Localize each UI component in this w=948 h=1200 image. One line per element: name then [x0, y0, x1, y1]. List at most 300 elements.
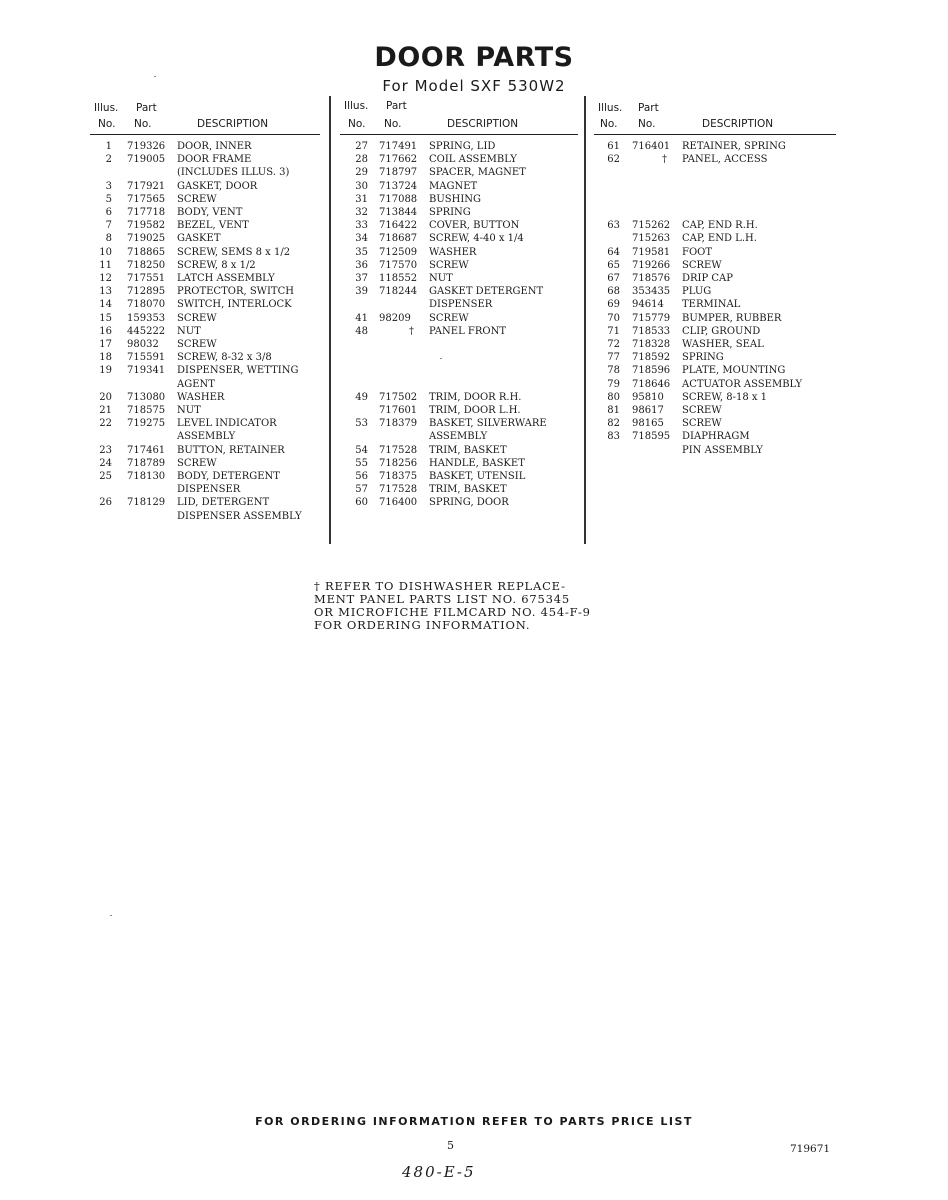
handwritten-notation: 480-E-5 — [402, 1163, 476, 1181]
illus-number: 13 — [99, 286, 112, 298]
part-description: MAGNET — [429, 180, 478, 192]
part-number: † — [662, 154, 667, 166]
parts-row — [90, 445, 320, 457]
parts-row — [594, 233, 836, 245]
part-description: NUT — [177, 405, 201, 416]
part-number: 712895 — [127, 286, 166, 298]
parts-row — [340, 181, 578, 193]
part-description: COIL ASSEMBLY — [429, 154, 517, 166]
illus-number: 20 — [99, 391, 112, 403]
illus-number: 70 — [607, 312, 620, 324]
part-header-line1: Part — [136, 102, 157, 114]
parts-row — [594, 207, 836, 219]
part-description: BODY, DETERGENT — [177, 471, 280, 482]
scan-speck — [154, 76, 156, 77]
part-number: 713080 — [127, 391, 166, 403]
illus-number: 49 — [355, 391, 368, 403]
part-description: BUSHING — [429, 193, 482, 205]
parts-row — [90, 233, 320, 245]
part-number: 94614 — [632, 299, 664, 311]
part-number: 717601 — [379, 405, 418, 416]
part-description: BUMPER, RUBBER — [682, 312, 782, 324]
illus-number: 60 — [355, 497, 368, 509]
part-number: 718865 — [127, 246, 166, 258]
part-description: PANEL FRONT — [429, 325, 506, 337]
parts-column-2 — [340, 98, 578, 509]
illus-number: 2 — [105, 154, 112, 166]
parts-row — [340, 497, 578, 509]
scan-speck — [440, 358, 442, 359]
part-number: 718244 — [379, 286, 418, 298]
parts-row — [594, 154, 836, 166]
illus-number: 19 — [99, 365, 112, 377]
part-number: 718797 — [379, 167, 418, 179]
parts-row — [340, 273, 578, 285]
part-description: SPRING, LID — [429, 141, 496, 152]
part-description: SCREW — [682, 405, 722, 416]
part-number: 717528 — [379, 484, 418, 496]
parts-column-3 — [594, 98, 836, 456]
part-number: 719005 — [127, 154, 166, 166]
parts-row — [90, 194, 320, 206]
part-description: GASKET, DOOR — [177, 180, 258, 192]
illus-number: 3 — [105, 180, 112, 192]
part-number: 718576 — [632, 273, 671, 284]
part-description: SCREW, 4-40 x 1/4 — [429, 233, 524, 245]
part-description: ASSEMBLY — [429, 431, 488, 443]
part-description: BASKET, UTENSIL — [429, 471, 526, 482]
parts-row — [340, 379, 578, 391]
part-description: PIN ASSEMBLY — [682, 444, 763, 456]
parts-row — [340, 154, 578, 166]
illus-number: 57 — [355, 484, 368, 496]
part-description: BASKET, SILVERWARE — [429, 418, 547, 430]
part-description: SCREW, SEMS 8 x 1/2 — [177, 246, 291, 258]
part-number: 717502 — [379, 391, 418, 403]
parts-row — [90, 286, 320, 298]
parts-row — [90, 418, 320, 430]
illus-number: 81 — [607, 405, 620, 416]
column-header — [340, 98, 578, 135]
parts-row — [90, 247, 320, 259]
part-number: 718070 — [127, 299, 166, 311]
part-number: 719025 — [127, 233, 166, 245]
part-number: 718256 — [379, 457, 418, 469]
part-number: 713724 — [379, 180, 418, 192]
parts-row — [340, 207, 578, 219]
scan-speck — [110, 915, 112, 916]
illus-number: 8 — [105, 233, 112, 245]
part-number: 98209 — [379, 312, 411, 324]
part-number: 716422 — [379, 220, 418, 232]
illus-number: 63 — [607, 220, 620, 232]
parts-row — [90, 299, 320, 311]
part-description: DISPENSER — [429, 299, 493, 311]
illus-number: 65 — [607, 259, 620, 271]
illus-number: 55 — [355, 457, 368, 469]
parts-row — [594, 194, 836, 206]
illus-number: 32 — [355, 207, 368, 218]
part-description: TRIM, DOOR L.H. — [429, 405, 521, 416]
part-number: 718250 — [127, 259, 166, 271]
part-header-line2: No. — [638, 118, 656, 130]
parts-row — [594, 260, 836, 272]
parts-row — [90, 339, 320, 351]
parts-row — [90, 313, 320, 325]
illus-number: 41 — [355, 312, 368, 324]
footer-ordering-info: FOR ORDERING INFORMATION REFER TO PARTS PRICE LIST — [255, 1115, 693, 1128]
illus-number: 1 — [105, 141, 112, 152]
part-header-line1: Part — [386, 100, 407, 112]
parts-row — [90, 392, 320, 404]
part-description: GASKET DETERGENT — [429, 286, 544, 298]
illus-number: 36 — [355, 259, 368, 271]
illus-number: 23 — [99, 444, 112, 456]
illus-number: 10 — [99, 246, 112, 258]
illus-header-line2: No. — [600, 118, 618, 130]
parts-row — [90, 431, 320, 443]
part-description: SCREW — [177, 457, 217, 469]
description-header: DESCRIPTION — [702, 118, 774, 130]
part-description: NUT — [177, 325, 201, 337]
parts-row — [594, 181, 836, 193]
illus-number: 22 — [99, 418, 112, 430]
part-number: 718129 — [127, 497, 166, 509]
part-description: LID, DETERGENT — [177, 497, 270, 509]
illus-number: 27 — [355, 141, 368, 152]
part-header-line2: No. — [384, 118, 402, 130]
part-description: TRIM, BASKET — [429, 484, 507, 496]
parts-row — [90, 484, 320, 496]
illus-number: 5 — [105, 193, 112, 205]
part-number: 717088 — [379, 193, 418, 205]
illus-number: 61 — [607, 141, 620, 152]
part-number: 717565 — [127, 193, 166, 205]
parts-row — [90, 471, 320, 483]
parts-row — [340, 220, 578, 232]
illus-number: 69 — [607, 299, 620, 311]
page-title: DOOR PARTS — [374, 42, 574, 73]
illus-number: 16 — [99, 325, 112, 337]
illus-number: 56 — [355, 471, 368, 482]
part-number: 718575 — [127, 405, 166, 416]
part-number: 717461 — [127, 444, 166, 456]
parts-row — [594, 431, 836, 443]
parts-row — [594, 392, 836, 404]
parts-row — [594, 405, 836, 417]
parts-row — [594, 352, 836, 364]
illus-number: 35 — [355, 246, 368, 258]
parts-row — [594, 141, 836, 153]
parts-row — [340, 339, 578, 351]
parts-row — [90, 207, 320, 219]
part-description: DISPENSER — [177, 484, 241, 496]
parts-row — [594, 273, 836, 285]
parts-row — [594, 365, 836, 377]
parts-row — [340, 418, 578, 430]
illus-number: 34 — [355, 233, 368, 245]
illus-number: 71 — [607, 325, 620, 337]
illus-header-line1: Illus. — [344, 100, 369, 112]
part-number: 717718 — [127, 207, 166, 218]
part-description: BEZEL, VENT — [177, 220, 249, 232]
illus-number: 82 — [607, 418, 620, 430]
part-description: NUT — [429, 273, 453, 284]
part-description: CAP, END R.H. — [682, 220, 758, 232]
illus-number: 7 — [105, 220, 112, 232]
part-number: 717528 — [379, 444, 418, 456]
note-line: FOR ORDERING INFORMATION. — [314, 618, 531, 632]
part-number: 717662 — [379, 154, 418, 166]
parts-row — [90, 273, 320, 285]
parts-row — [594, 326, 836, 338]
illus-number: 11 — [99, 259, 112, 271]
part-description: TERMINAL — [682, 299, 741, 311]
part-description: ASSEMBLY — [177, 431, 236, 443]
note-line: OR MICROFICHE FILMCARD NO. 454-F-9 — [314, 605, 591, 619]
part-description: RETAINER, SPRING — [682, 141, 786, 152]
part-description: DRIP CAP — [682, 273, 734, 284]
parts-row — [340, 167, 578, 179]
illus-number: 72 — [607, 339, 620, 350]
illus-number: 25 — [99, 471, 112, 482]
parts-row — [340, 313, 578, 325]
parts-row — [594, 445, 836, 457]
part-description: SCREW — [177, 312, 217, 324]
part-description: SCREW — [682, 259, 722, 271]
part-number: 98032 — [127, 339, 159, 350]
part-description: WASHER, SEAL — [682, 339, 764, 350]
part-number: 718533 — [632, 325, 671, 337]
illus-number: 12 — [99, 273, 112, 284]
part-number: 98165 — [632, 418, 664, 430]
part-description: FOOT — [682, 246, 713, 258]
illus-number: 48 — [355, 325, 368, 337]
part-description: BUTTON, RETAINER — [177, 444, 285, 456]
part-description: DOOR, INNER — [177, 141, 252, 152]
parts-row — [340, 286, 578, 298]
part-number: 719266 — [632, 259, 671, 271]
part-description: GASKET — [177, 233, 221, 245]
column-header — [90, 98, 320, 135]
illus-header-line1: Illus. — [598, 102, 623, 114]
illus-number: 24 — [99, 457, 112, 469]
part-description: CAP, END L.H. — [682, 233, 757, 245]
part-number: † — [409, 325, 414, 337]
parts-row — [90, 497, 320, 509]
part-number: 713844 — [379, 207, 418, 218]
illus-number: 37 — [355, 273, 368, 284]
part-number: 718596 — [632, 365, 671, 377]
part-number: 717921 — [127, 180, 166, 192]
part-description: WASHER — [177, 391, 225, 403]
illus-number: 54 — [355, 444, 368, 456]
parts-row — [90, 154, 320, 166]
part-number: 715779 — [632, 312, 671, 324]
part-number: 718789 — [127, 457, 166, 469]
parts-row — [340, 458, 578, 470]
illus-number: 17 — [99, 339, 112, 350]
parts-row — [340, 299, 578, 311]
part-number: 717491 — [379, 141, 418, 152]
illus-header-line1: Illus. — [94, 102, 119, 114]
part-description: PROTECTOR, SWITCH — [177, 286, 294, 298]
parts-row — [594, 286, 836, 298]
part-description: SCREW, 8 x 1/2 — [177, 259, 256, 271]
illus-number: 83 — [607, 431, 620, 443]
parts-row — [340, 365, 578, 377]
part-number: 718375 — [379, 471, 418, 482]
part-description: PLATE, MOUNTING — [682, 365, 786, 377]
part-description: DIAPHRAGM — [682, 431, 750, 443]
part-description: SCREW, 8-32 x 3/8 — [177, 352, 272, 364]
part-description: ACTUATOR ASSEMBLY — [682, 378, 803, 390]
part-number: 718379 — [379, 418, 418, 430]
part-number: 719341 — [127, 365, 166, 377]
part-number: 718592 — [632, 352, 671, 364]
description-header: DESCRIPTION — [447, 118, 519, 130]
part-number: 717570 — [379, 259, 418, 271]
parts-row — [594, 379, 836, 391]
part-number: 445222 — [127, 325, 166, 337]
parts-row — [594, 167, 836, 179]
parts-row — [340, 194, 578, 206]
parts-row — [340, 352, 578, 364]
column-divider — [329, 96, 331, 544]
illus-number: 33 — [355, 220, 368, 232]
part-description: TRIM, DOOR R.H. — [429, 391, 522, 403]
parts-row — [340, 260, 578, 272]
parts-row — [340, 233, 578, 245]
illus-header-line2: No. — [348, 118, 366, 130]
illus-number: 21 — [99, 405, 112, 416]
parts-column-1 — [90, 98, 320, 522]
part-description: SPRING — [682, 352, 724, 364]
illus-number: 67 — [607, 273, 620, 284]
part-number: 718595 — [632, 431, 671, 443]
part-number: 95810 — [632, 391, 664, 403]
part-description: HANDLE, BASKET — [429, 457, 525, 469]
part-description: COVER, BUTTON — [429, 220, 520, 232]
parts-row — [90, 379, 320, 391]
part-header-line1: Part — [638, 102, 659, 114]
part-header-line2: No. — [134, 118, 152, 130]
part-description: AGENT — [177, 378, 215, 390]
parts-row — [90, 260, 320, 272]
parts-row — [90, 181, 320, 193]
illus-number: 78 — [607, 365, 620, 377]
part-description: CLIP, GROUND — [682, 325, 761, 337]
part-number: 353435 — [632, 286, 671, 298]
part-number: 715263 — [632, 233, 671, 245]
part-description: (INCLUDES ILLUS. 3) — [177, 167, 290, 179]
illus-header-line2: No. — [98, 118, 116, 130]
part-description: SCREW — [177, 339, 217, 350]
part-description: DISPENSER ASSEMBLY — [177, 510, 302, 522]
part-number: 719326 — [127, 141, 166, 152]
part-description: SCREW — [429, 312, 469, 324]
part-description: PLUG — [682, 286, 712, 298]
illus-number: 31 — [355, 193, 368, 205]
part-description: SCREW, 8-18 x 1 — [682, 391, 768, 403]
part-description: PANEL, ACCESS — [682, 154, 768, 166]
part-number: 719582 — [127, 220, 166, 232]
document-number: 719671 — [790, 1143, 831, 1155]
parts-row — [90, 511, 320, 523]
part-description: SPRING — [429, 207, 471, 218]
illus-number: 39 — [355, 286, 368, 298]
parts-row — [90, 326, 320, 338]
parts-row — [340, 141, 578, 153]
note-line: MENT PANEL PARTS LIST NO. 675345 — [314, 592, 570, 606]
page-number: 5 — [447, 1139, 454, 1152]
model-subtitle: For Model SXF 530W2 — [382, 77, 566, 95]
parts-row — [90, 365, 320, 377]
parts-row — [594, 313, 836, 325]
part-description: DISPENSER, WETTING — [177, 365, 299, 377]
part-number: 718646 — [632, 378, 671, 390]
part-description: SCREW — [682, 418, 722, 430]
parts-row — [594, 247, 836, 259]
illus-number: 14 — [99, 299, 112, 311]
illus-number: 64 — [607, 246, 620, 258]
part-number: 98617 — [632, 405, 664, 416]
part-description: SPRING, DOOR — [429, 497, 509, 509]
part-description: SPACER, MAGNET — [429, 167, 526, 179]
part-description: DOOR FRAME — [177, 154, 252, 166]
illus-number: 80 — [607, 391, 620, 403]
illus-number: 6 — [105, 207, 112, 218]
parts-row — [90, 352, 320, 364]
illus-number: 29 — [355, 167, 368, 179]
parts-row — [340, 326, 578, 338]
part-description: LEVEL INDICATOR — [177, 418, 277, 430]
parts-row — [340, 445, 578, 457]
part-description: SCREW — [429, 259, 469, 271]
part-number: 719581 — [632, 246, 671, 258]
description-header: DESCRIPTION — [197, 118, 269, 130]
part-number: 715591 — [127, 352, 166, 364]
parts-row — [594, 339, 836, 351]
column-divider — [584, 96, 586, 544]
illus-number: 15 — [99, 312, 112, 324]
part-number: 716401 — [632, 141, 671, 152]
part-description: WASHER — [429, 246, 477, 258]
parts-row — [90, 167, 320, 179]
illus-number: 62 — [607, 154, 620, 166]
parts-row — [340, 484, 578, 496]
parts-row — [340, 431, 578, 443]
ordering-note — [314, 580, 591, 632]
illus-number: 79 — [607, 378, 620, 390]
part-number: 118552 — [379, 273, 418, 284]
part-number: 718687 — [379, 233, 418, 245]
part-number: 712509 — [379, 246, 418, 258]
parts-row — [90, 458, 320, 470]
parts-row — [90, 220, 320, 232]
parts-row — [594, 220, 836, 232]
parts-row — [594, 418, 836, 430]
parts-row — [594, 299, 836, 311]
illus-number: 77 — [607, 352, 620, 364]
part-number: 715262 — [632, 220, 671, 232]
part-description: TRIM, BASKET — [429, 444, 507, 456]
note-line: † REFER TO DISHWASHER REPLACE- — [314, 579, 566, 593]
parts-row — [340, 405, 578, 417]
part-description: SWITCH, INTERLOCK — [177, 299, 292, 311]
illus-number: 30 — [355, 180, 368, 192]
part-number: 717551 — [127, 273, 166, 284]
